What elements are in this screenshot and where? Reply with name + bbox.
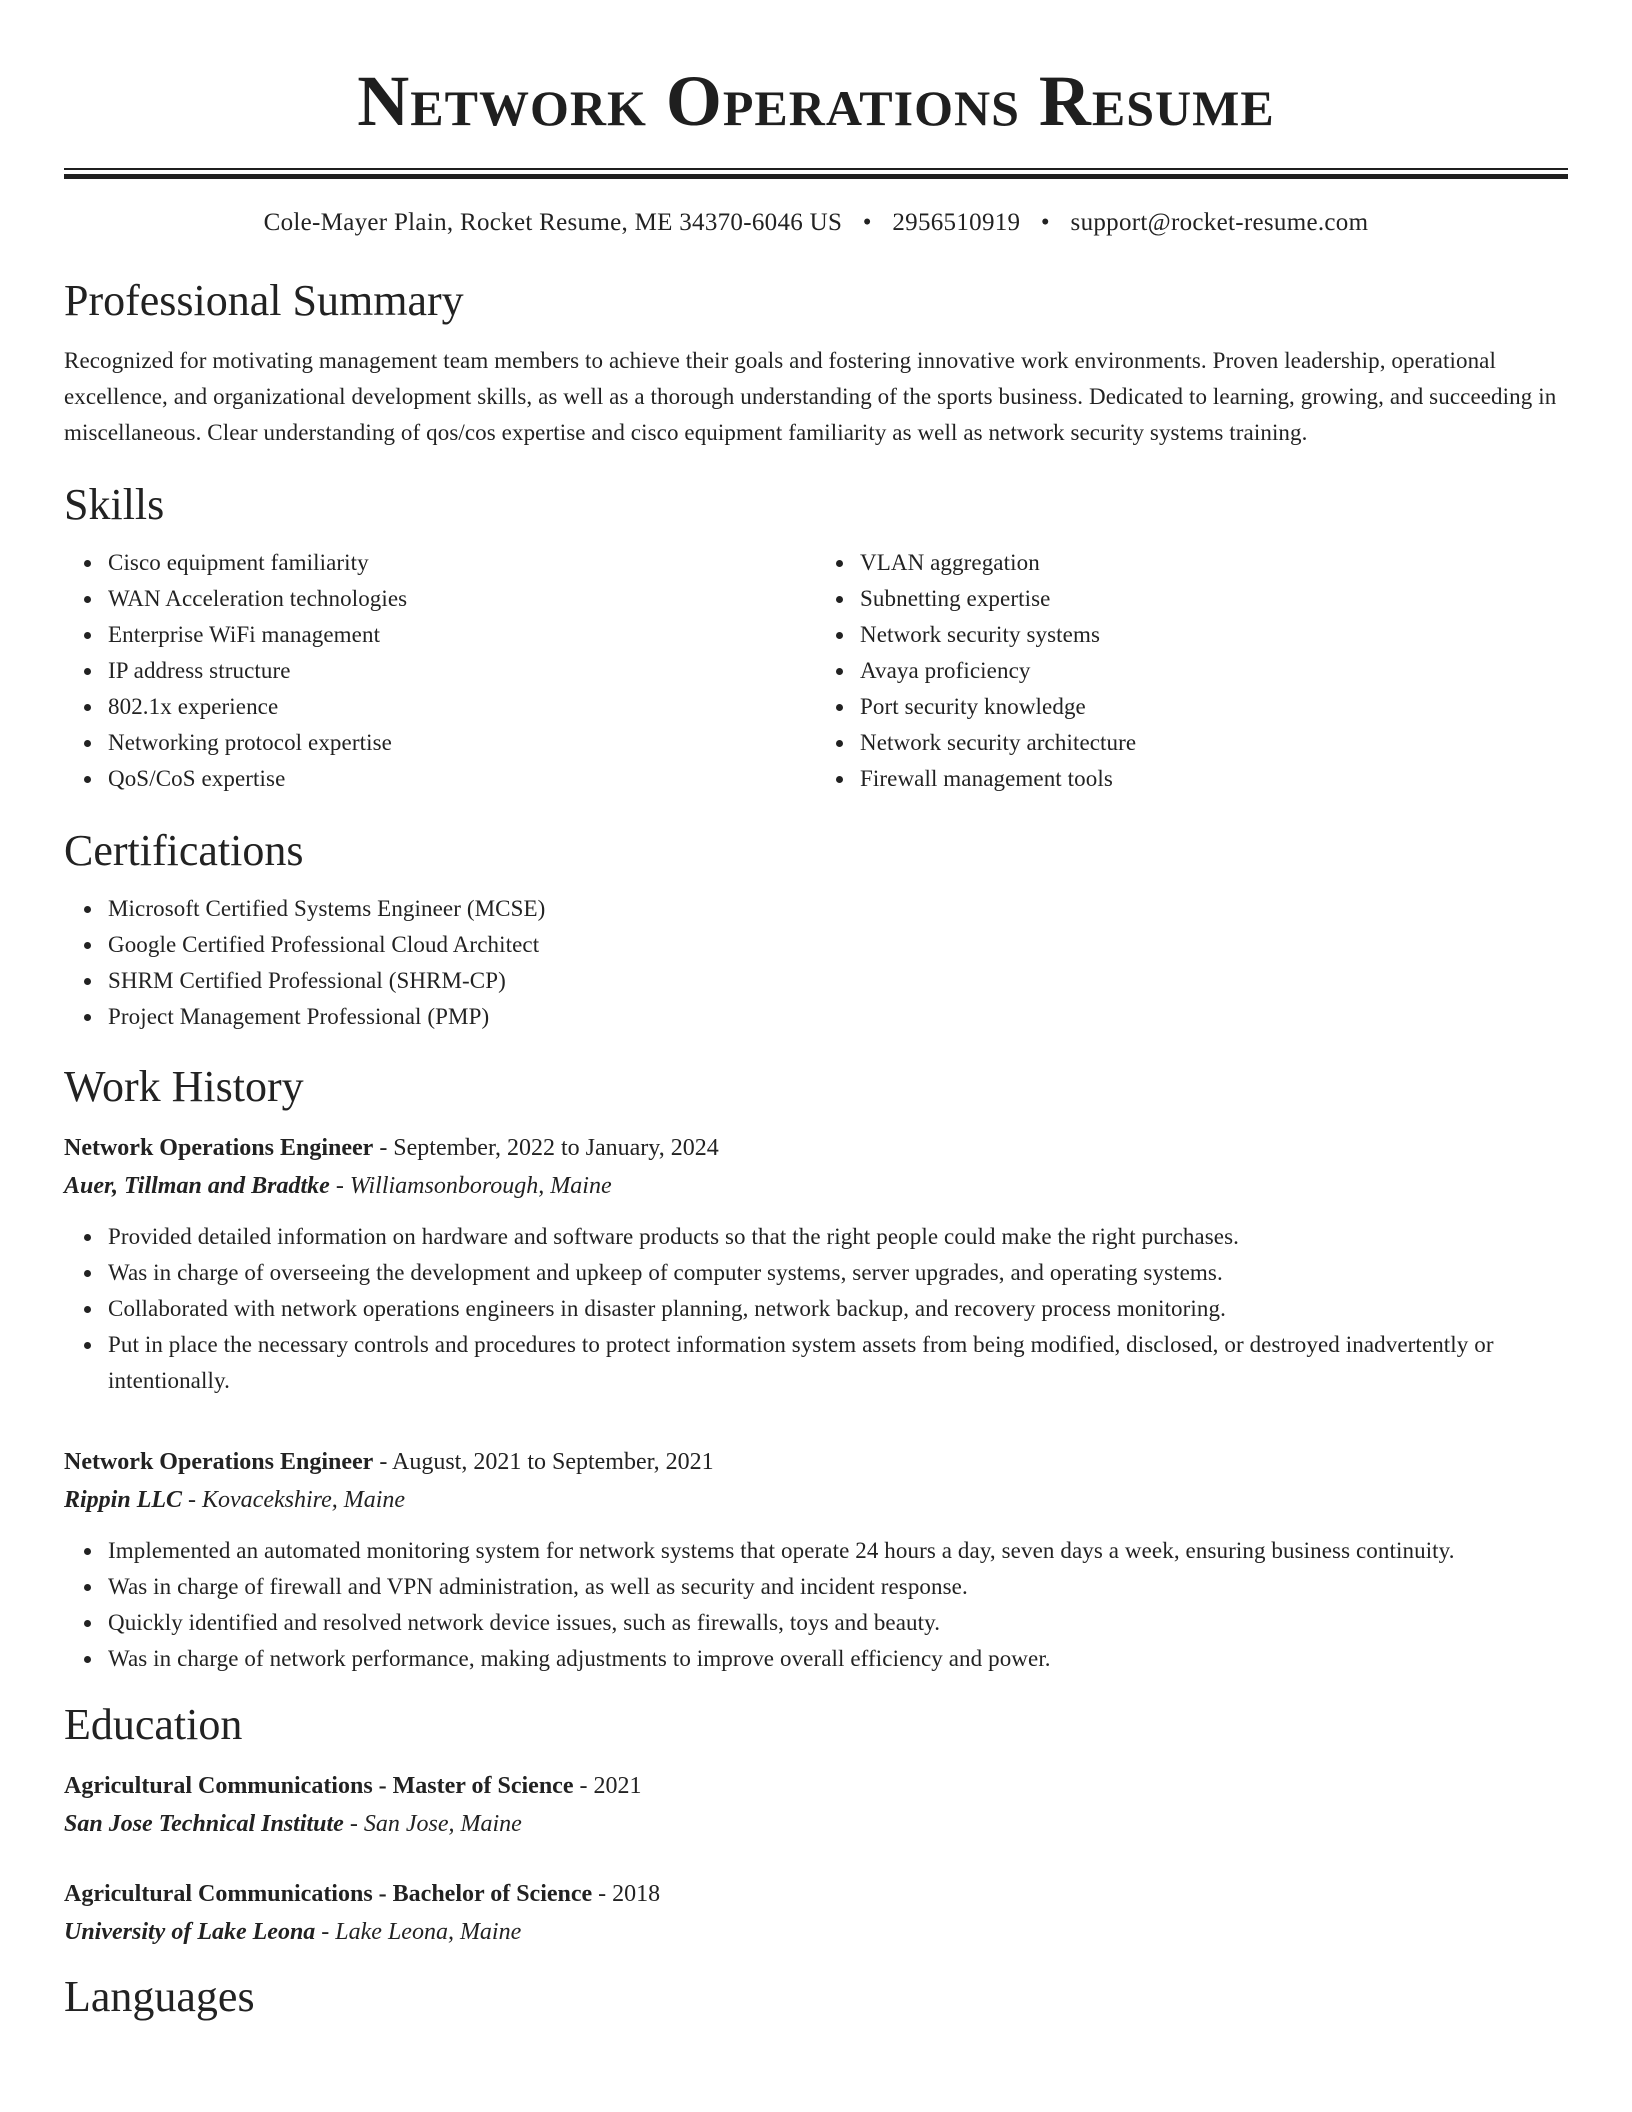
education-heading: Education [64,1700,243,1749]
certifications-heading: Certifications [64,826,304,875]
skill-item: Networking protocol expertise [108,725,816,761]
job-duty: Was in charge of firewall and VPN administration, as well as security and incident response. [108,1569,1568,1605]
job-company-line [64,1167,1568,1205]
contact-address: Cole-Mayer Plain, Rocket Resume, ME 34370-6046 US [263,209,843,236]
graduation-year: - 2021 [579,1773,642,1799]
job-title: Network Operations Engineer [64,1449,374,1475]
education-entry [64,1767,1568,1843]
school-line [64,1913,1568,1951]
job-entry [64,1129,1568,1399]
summary-section [64,275,1568,451]
skill-item: Enterprise WiFi management [108,617,816,653]
contact-line [64,207,1568,239]
languages-heading: Languages [64,1972,255,2021]
certifications-section [64,825,1568,1035]
job-title-line [64,1443,1568,1481]
job-company: Rippin LLC [64,1487,183,1513]
graduation-year: - 2018 [598,1881,661,1907]
school-location: - Lake Leona, Maine [321,1919,522,1945]
degree: Agricultural Communications - Master of Science [64,1773,574,1799]
certification-item: SHRM Certified Professional (SHRM-CP) [108,963,1568,999]
skill-item: Cisco equipment familiarity [108,545,816,581]
skills-list-left [64,545,816,797]
certification-item: Microsoft Certified Systems Engineer (MCSE) [108,891,1568,927]
job-duty: Put in place the necessary controls and procedures to protect information system assets from being modified, disclosed, or destroyed inadvertently or intentionally. [108,1327,1568,1399]
job-duties-list [64,1533,1568,1677]
resume-title: Network Operations Resume [357,61,1275,141]
skill-item: Avaya proficiency [860,653,1568,689]
degree-line [64,1875,1568,1913]
skill-item: WAN Acceleration technologies [108,581,816,617]
skill-item: Port security knowledge [860,689,1568,725]
skills-section [64,479,1568,797]
contact-separator: • [1040,209,1050,236]
education-entry [64,1875,1568,1951]
school-name: University of Lake Leona [64,1919,316,1945]
certification-item: Google Certified Professional Cloud Architect [108,927,1568,963]
degree-line [64,1767,1568,1805]
job-duty: Was in charge of overseeing the development and upkeep of computer systems, server upgrades, and operating systems. [108,1255,1568,1291]
skill-item: IP address structure [108,653,816,689]
job-duty: Was in charge of network performance, making adjustments to improve overall efficiency and power. [108,1641,1568,1677]
work-history-section [64,1061,1568,1677]
job-location: - Williamsonborough, Maine [335,1173,612,1199]
skills-list-right [816,545,1568,797]
work-history-heading: Work History [64,1062,304,1111]
job-duty: Collaborated with network operations engineers in disaster planning, network backup, and recovery process monitoring. [108,1291,1568,1327]
contact-phone: 2956510919 [892,209,1021,236]
job-company: Auer, Tillman and Bradtke [64,1173,330,1199]
certifications-list [64,891,1568,1035]
contact-email: support@rocket-resume.com [1070,209,1369,236]
skills-columns [64,545,1568,797]
school-line [64,1805,1568,1843]
certification-item: Project Management Professional (PMP) [108,999,1568,1035]
summary-text: Recognized for motivating management team members to achieve their goals and fostering innovative work environments. Proven leadership, operational excellence, and organizational development skills, as well as a thorough understanding of the sports business. Dedicated to learning, growing, and succeeding in miscellaneous. Clear understanding of qos/cos expertise and cisco equipment familiarity as well as network security systems training. [64,348,1557,445]
summary-heading: Professional Summary [64,276,464,325]
contact-separator: • [862,209,872,236]
languages-section [64,1971,1568,2023]
title-divider [64,168,1568,179]
job-company-line [64,1481,1568,1519]
skill-item: QoS/CoS expertise [108,761,816,797]
job-dates: - August, 2021 to September, 2021 [379,1449,714,1475]
degree: Agricultural Communications - Bachelor of Science [64,1881,593,1907]
job-duties-list [64,1219,1568,1399]
skill-item: Network security architecture [860,725,1568,761]
skill-item: Firewall management tools [860,761,1568,797]
school-name: San Jose Technical Institute [64,1811,344,1837]
skill-item: VLAN aggregation [860,545,1568,581]
job-title: Network Operations Engineer [64,1135,374,1161]
skills-heading: Skills [64,480,165,529]
job-title-line [64,1129,1568,1167]
job-dates: - September, 2022 to January, 2024 [379,1135,719,1161]
job-duty: Provided detailed information on hardware and software products so that the right people could make the right purchases. [108,1219,1568,1255]
skill-item: 802.1x experience [108,689,816,725]
skill-item: Subnetting expertise [860,581,1568,617]
job-duty: Quickly identified and resolved network device issues, such as firewalls, toys and beauty. [108,1605,1568,1641]
education-section [64,1699,1568,1951]
job-entry [64,1443,1568,1677]
skill-item: Network security systems [860,617,1568,653]
school-location: - San Jose, Maine [349,1811,522,1837]
job-location: - Kovacekshire, Maine [188,1487,406,1513]
job-duty: Implemented an automated monitoring system for network systems that operate 24 hours a day, seven days a week, ensuring business continuity. [108,1533,1568,1569]
